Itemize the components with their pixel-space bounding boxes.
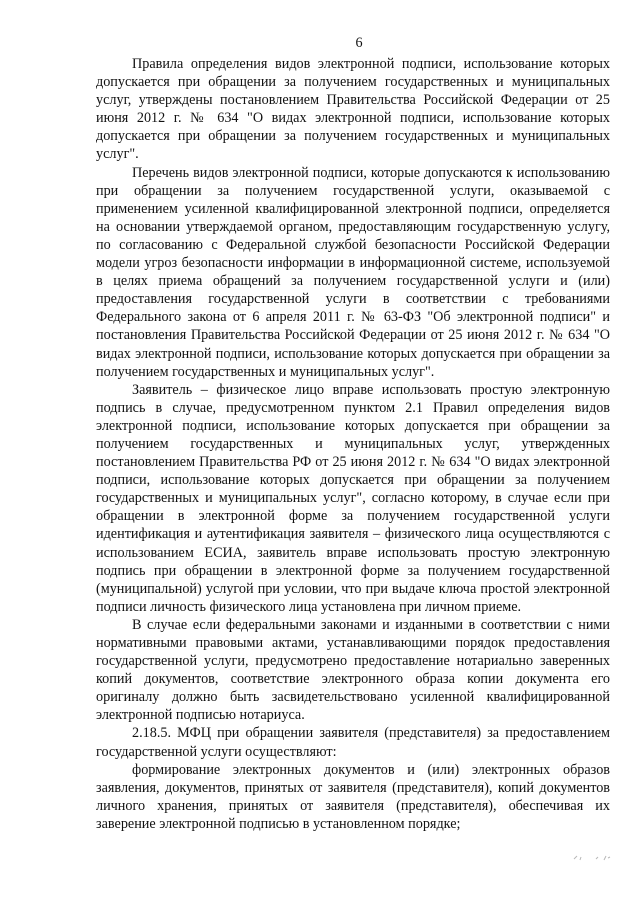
paragraph-mfc-clause: 2.18.5. МФЦ при обращении заявителя (представителя) за предоставлением государственной услуги осуществляют: [96,725,610,760]
paragraph-simple-signature: Заявитель – физическое лицо вправе использовать простую электронную подпись в случае, предусмотренном пунктом 2.1 Правил определения видов электронной подписи, использование которых допускается при обращении за получением государственных и муниципальных услуг, утвержденных постановлением Правительства РФ от 25 июня 2012 г. № 634 "О видах электронной подписи, использование которых допускается при обращении за получением государственных и муниципальных услуг", согласно которому, в случае если при обращении в электронной форме за получением государственной услуги идентификация и аутентификация заявителя – физического лица осуществляются с использованием ЕСИА, заявитель вправе использовать простую электронную подпись при обращении в электронной форме за получением государственной (муниципальной) услугой при условии, что при выдаче ключа простой электронной подписи личность физического лица установлена при личном приеме. [96,381,610,615]
page-number: 6 [355,35,363,51]
scan-mark-decoration [568,852,612,864]
paragraph-signature-types-list: Перечень видов электронной подписи, которые допускаются к использованию при обращении за получением государственной услуги, оказываемой с применением усиленной квалифицированной электронной подписи, определяется на основании утверждаемой органом, предоставляющим государственную услугу, по согласованию с Федеральной службой безопасности Российской Федерации модели угроз безопасности информации в информационной системе, используемой в целях приема обращений за получением государственной услуги и (или) предоставления государственной услуги в соответствии с требованиями Федерального закона от 6 апреля 2011 г. № 63-ФЗ "Об электронной подписи" и постановления Правительства Российской Федерации от 25 июня 2012 г. № 634 "О видах электронной подписи, использование которых допускается при обращении за получением государственных и муниципальных услуг". [96,164,610,380]
document-page [96,34,610,833]
paragraph-signature-rules: Правила определения видов электронной подписи, использование которых допускается при обращении за получением государственных и муниципальных услуг, утверждены постановлением Правительства Российской Федерации от 25 июня 2012 г. № 634 "О видах электронной подписи, использование которых допускается при обращении за получением государственных и муниципальных услуг". [96,56,610,163]
paragraph-notarial-copies: В случае если федеральными законами и изданными в соответствии с ними нормативными правовыми актами, устанавливающими порядок предоставления государственной услуги, предусмотрено предоставление нотариально заверенных копий документов, соответствие электронного образа копии документа его оригиналу должно быть засвидетельствовано усиленной квалифицированной электронной подписью нотариуса. [96,616,610,724]
paragraph-electronic-documents: формирование электронных документов и (или) электронных образов заявления, документов, принятых от заявителя (представителя), копий документов личного хранения, принятых от заявителя (представителя), обеспечивая их заверение электронной подписью в установленном порядке; [96,761,610,832]
